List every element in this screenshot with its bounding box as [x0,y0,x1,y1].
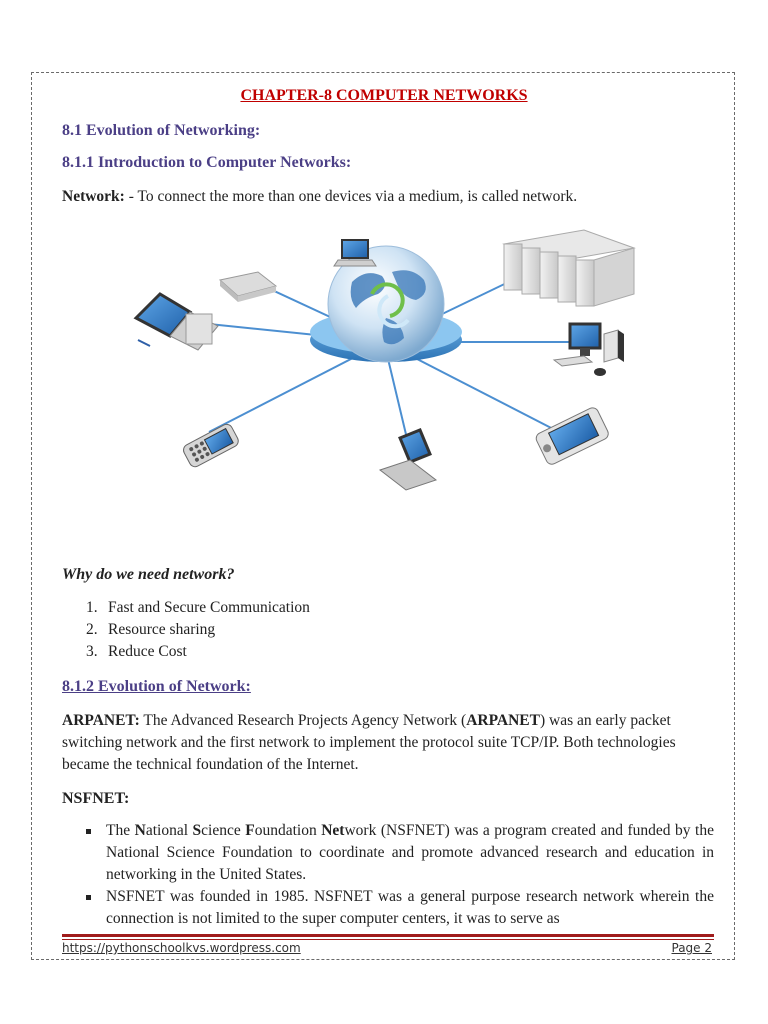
footer-url-link[interactable]: https://pythonschoolkvs.wordpress.com [62,941,301,955]
list-item: 3. Reduce Cost [86,643,187,660]
list-item: 2. Resource sharing [86,621,216,638]
network-definition [62,188,577,206]
netbook-icon [380,430,436,490]
list-item: 1. Fast and Secure Communication [86,599,310,616]
mobile-phone-icon [181,422,240,469]
section-heading-8-1: 8.1 Evolution of Networking: [62,122,261,139]
page-number: Page 2 [671,941,712,955]
bullet-square-icon [86,829,91,834]
open-laptop-icon [136,294,218,350]
why-heading: Why do we need network? [62,566,235,583]
footer-rule [62,934,714,937]
nsfnet-heading: NSFNET: [62,790,130,807]
arpanet-paragraph: ARPANET: The Advanced Research Projects Agency Network (ARPANET) was an early packet switching network and the first network to implement the protocol suite TCP/IP. Both technologies became the technical foundation of the Internet. [62,712,676,773]
server-rack-icon [504,230,634,306]
scanner-icon [220,272,276,302]
footer-rule-thin [62,939,714,940]
network-definition-text: - To connect the more than one devices via a medium, is called network. [124,188,578,205]
section-heading-8-1-1: 8.1.1 Introduction to Computer Networks: [62,154,352,171]
list-item: NSFNET was founded in 1985. NSFNET was a general purpose research network wherein the connection is not limited to the super computer centers, it was to serve as [62,886,714,930]
nsfnet-bullet-list [62,820,714,930]
network-illustration [124,222,644,522]
list-item: The National Science Foundation Network (NSFNET) was a program created and funded by the National Science Foundation to coordinate and promote advanced research and education in networking in the United States. [62,820,714,886]
network-term: Network: [62,188,125,205]
desktop-computer-icon [554,324,624,376]
reasons-list [86,597,310,663]
arpanet-term: ARPANET: [62,712,140,729]
section-heading-8-1-2: 8.1.2 Evolution of Network: [62,678,251,695]
bullet-square-icon [86,895,91,900]
pda-icon [534,406,610,466]
chapter-title: CHAPTER-8 COMPUTER NETWORKS [240,87,528,104]
